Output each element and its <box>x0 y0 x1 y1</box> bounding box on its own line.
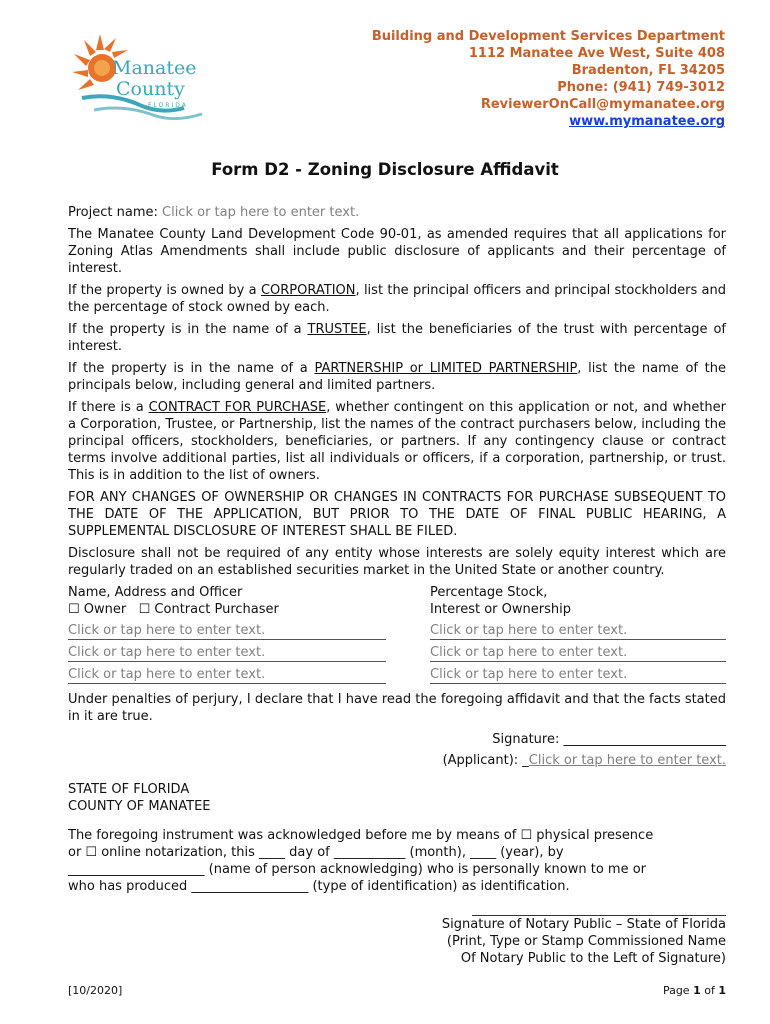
applicant-input[interactable]: Click or tap here to enter text. <box>528 753 726 768</box>
corporation-keyword: CORPORATION <box>260 283 356 298</box>
form-body <box>68 204 726 967</box>
ack-line-3: _____________________ (name of person acknowledging) who is personally known to me or <box>68 862 646 877</box>
department-city: Bradenton, FL 34205 <box>571 63 725 78</box>
ack-line-2: or ☐ online notarization, this ____ day of ___________ (month), ____ (year), by <box>68 845 564 860</box>
percentage-column <box>430 584 726 684</box>
trustee-keyword: TRUSTEE <box>307 322 367 337</box>
department-header <box>372 28 725 130</box>
disclosure-table <box>68 584 726 684</box>
contract-paragraph: If there is a CONTRACT FOR PURCHASE, whether contingent on this application or not, and whether a Corporation, Trustee, or Partnership, list the names of the contract purchasers below, including the principal officers, stockholders, beneficiaries, or partners. If any contingency clause or contract terms involve additional parties, list all individuals or officers, if a corporation, partnership, or trust. This is in addition to the list of owners. <box>68 400 726 483</box>
name-column <box>68 584 386 684</box>
signature-line[interactable]: Signature: _________________________ <box>492 732 726 747</box>
corporation-paragraph: If the property is owned by a CORPORATION, list the principal officers and principal stockholders and the percentage of stock owned by each. <box>68 283 726 315</box>
project-name-label: Project name: <box>68 205 158 220</box>
partnership-paragraph: If the property is in the name of a PARTNERSHIP or LIMITED PARTNERSHIP, list the name of the principals below, including general and limited partners. <box>68 361 726 393</box>
notary-caption-1: Signature of Notary Public – State of Florida <box>441 917 726 932</box>
department-name: Building and Development Services Department <box>371 29 725 44</box>
owner-checkbox[interactable]: ☐ Owner <box>68 602 127 617</box>
notary-caption-3: Of Notary Public to the Left of Signature) <box>460 951 726 966</box>
name-input-3[interactable]: Click or tap here to enter text. <box>68 666 386 684</box>
contract-purchaser-checkbox[interactable]: ☐ Contract Purchaser <box>138 602 279 617</box>
manatee-county-logo <box>72 32 234 122</box>
department-phone: Phone: (941) 749-3012 <box>557 80 725 95</box>
svg-text:FLORIDA: FLORIDA <box>148 102 188 109</box>
jurisdiction <box>68 781 726 815</box>
partnership-keyword: PARTNERSHIP or LIMITED PARTNERSHIP <box>314 361 578 376</box>
contract-keyword: CONTRACT FOR PURCHASE <box>148 400 327 415</box>
perjury-statement: Under penalties of perjury, I declare that I have read the foregoing affidavit and that the facts stated in it are true. <box>68 692 726 724</box>
name-input-2[interactable]: Click or tap here to enter text. <box>68 644 386 662</box>
equity-paragraph: Disclosure shall not be required of any entity whose interests are solely equity interest which are regularly traded on an established securities market in the United State or another country. <box>68 546 726 578</box>
intro-paragraph: The Manatee County Land Development Code 90-01, as amended requires that all applications for Zoning Atlas Amendments shall include public disclosure of applicants and their percentage of interest. <box>68 227 726 276</box>
website-link[interactable]: www.mymanatee.org <box>569 114 725 129</box>
percentage-input-2[interactable]: Click or tap here to enter text. <box>430 644 726 662</box>
percentage-input-1[interactable]: Click or tap here to enter text. <box>430 622 726 640</box>
department-email: ReviewerOnCall@mymanatee.org <box>480 97 725 112</box>
page-footer <box>68 984 726 997</box>
county-label: COUNTY OF MANATEE <box>68 799 211 814</box>
ack-line-1: The foregoing instrument was acknowledged before me by means of ☐ physical presence <box>68 828 654 843</box>
acknowledgment <box>68 827 726 895</box>
applicant-label: (Applicant): _ <box>442 753 529 768</box>
state-label: STATE OF FLORIDA <box>68 782 190 797</box>
percentage-input-3[interactable]: Click or tap here to enter text. <box>430 666 726 684</box>
page-number: Page 1 of 1 <box>662 984 726 997</box>
svg-text:Manatee: Manatee <box>112 57 197 79</box>
ack-line-4: who has produced __________________ (type of identification) as identification. <box>68 879 570 894</box>
applicant-row <box>68 752 726 769</box>
department-address: 1112 Manatee Ave West, Suite 408 <box>468 46 725 61</box>
revision-date: [10/2020] <box>68 984 123 997</box>
notary-caption-2: (Print, Type or Stamp Commissioned Name <box>446 934 726 949</box>
project-name-input[interactable]: Click or tap here to enter text. <box>162 205 360 220</box>
name-column-header: Name, Address and Officer <box>68 585 243 600</box>
percentage-column-subheader: Interest or Ownership <box>430 602 571 617</box>
name-input-1[interactable]: Click or tap here to enter text. <box>68 622 386 640</box>
svg-text:County: County <box>116 78 185 100</box>
form-title: Form D2 - Zoning Disclosure Affidavit <box>211 160 559 179</box>
changes-paragraph: FOR ANY CHANGES OF OWNERSHIP OR CHANGES IN CONTRACTS FOR PURCHASE SUBSEQUENT TO THE DATE OF THE APPLICATION, BUT PRIOR TO THE DATE OF FINAL PUBLIC HEARING, A SUPPLEMENTAL DISCLOSURE OF INTEREST SHALL BE FILED. <box>68 490 726 539</box>
project-name-row <box>68 204 726 221</box>
trustee-paragraph: If the property is in the name of a TRUSTEE, list the beneficiaries of the trust with percentage of interest. <box>68 322 726 354</box>
percentage-column-header: Percentage Stock, <box>430 585 548 600</box>
